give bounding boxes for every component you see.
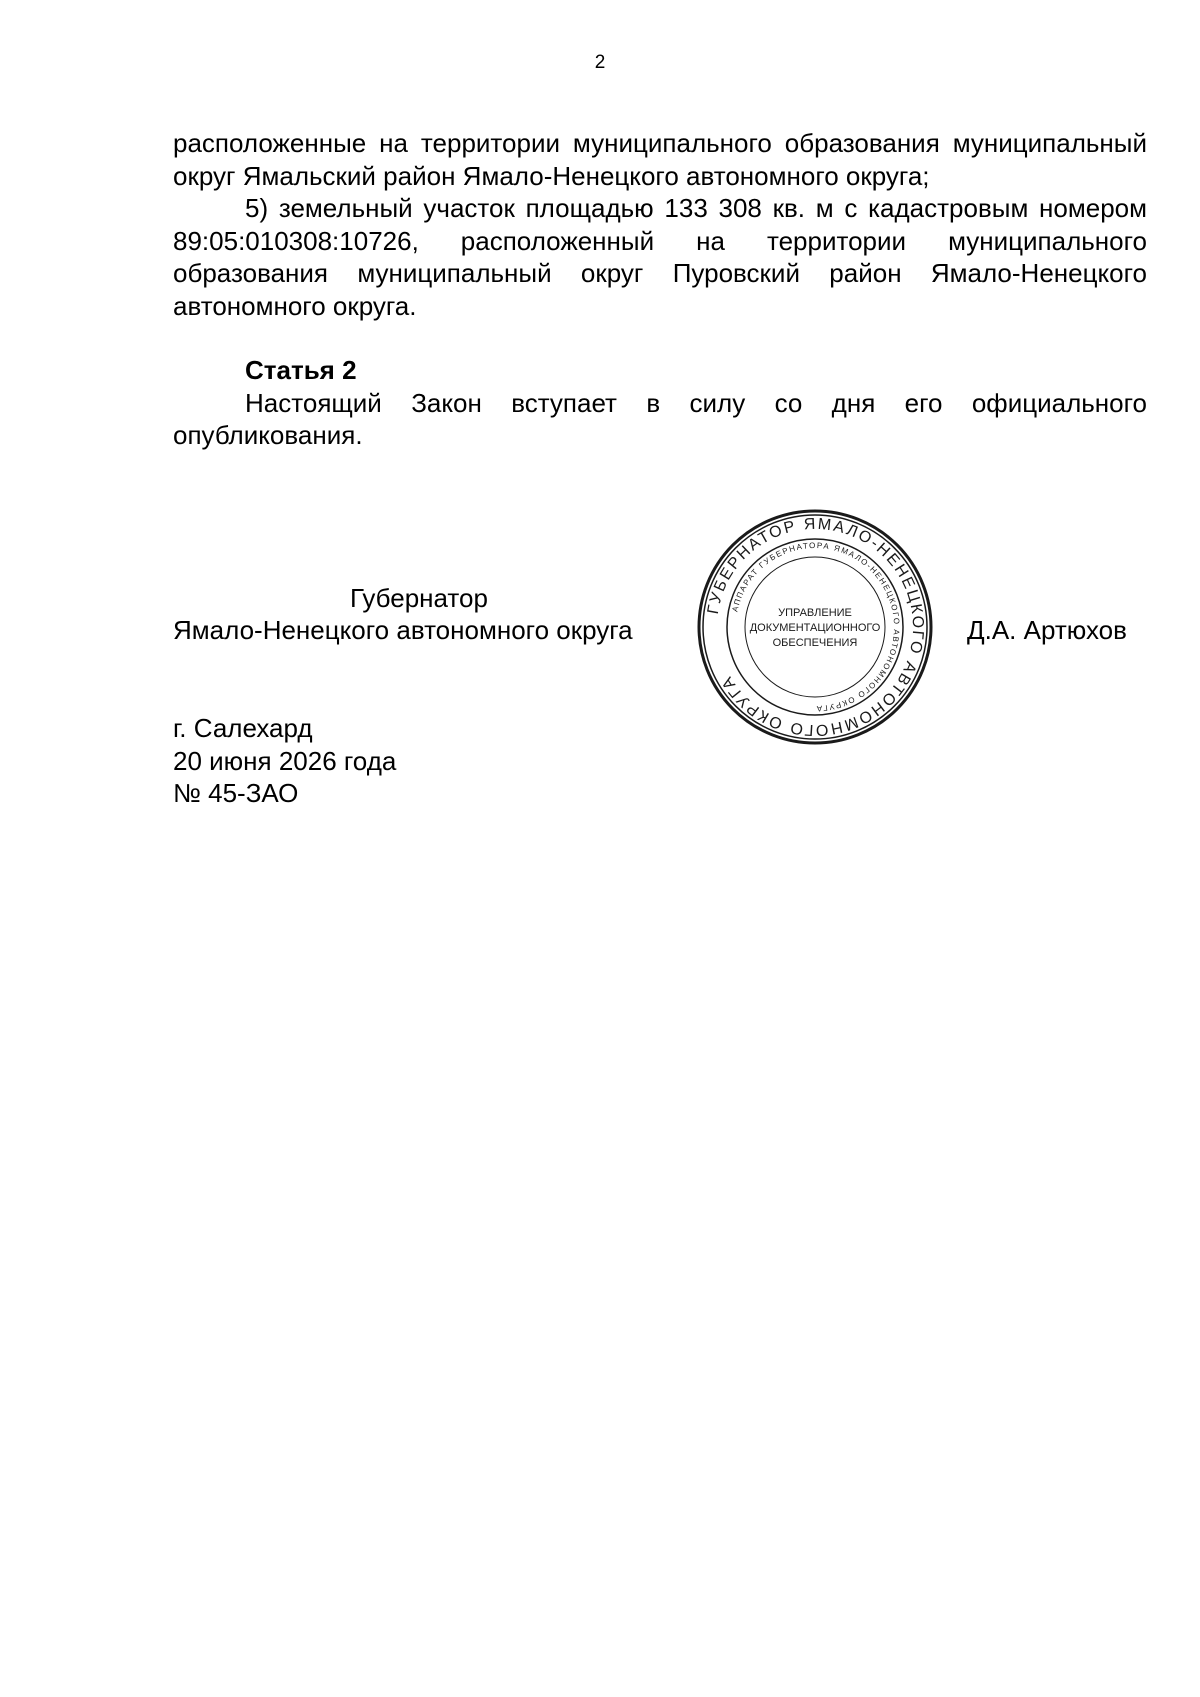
article-heading: Статья 2 [245, 355, 357, 385]
seal-outer-text: ГУБЕРНАТОР ЯМАЛО-НЕНЕЦКОГО АВТОНОМНОГО ОКРУГА [704, 515, 927, 739]
official-seal-stamp [695, 507, 935, 747]
law-number: № 45-ЗАО [173, 778, 299, 808]
seal-inner-text: АППАРАТ ГУБЕРНАТОРА ЯМАЛО-НЕНЕЦКОГО АВТОНОМНОГО ОКРУГА [730, 540, 902, 714]
city: г. Салехард [173, 713, 313, 743]
seal-center-line-2: ДОКУМЕНТАЦИОННОГО [749, 622, 881, 634]
page-number: 2 [594, 52, 606, 73]
signer-name: Д.А. Артюхов [967, 615, 1127, 645]
document-body [173, 127, 1147, 452]
paragraph-continuation: расположенные на территории муниципального образования муниципальный округ Ямальский район Ямало-Ненецкого автономного округа; [173, 128, 1147, 191]
document-footer [173, 712, 396, 810]
paragraph-item-5: 5) земельный участок площадью 133 308 кв. м с кадастровым номером 89:05:010308:10726, расположенный на территории муниципального образования муниципальный округ Пуровский район Ямало-Ненецкого автономного округа. [173, 193, 1147, 321]
seal-center-line-3: ОБЕСПЕЧЕНИЯ [772, 637, 858, 649]
governor-title: Губернатор [350, 583, 488, 613]
governor-region: Ямало-Ненецкого автономного округа [173, 615, 633, 645]
article-text: Настоящий Закон вступает в силу со дня его официального опубликования. [173, 387, 1147, 450]
law-date: 20 июня 2026 года [173, 745, 397, 776]
seal-center-line-1: УПРАВЛЕНИЕ [778, 607, 852, 619]
